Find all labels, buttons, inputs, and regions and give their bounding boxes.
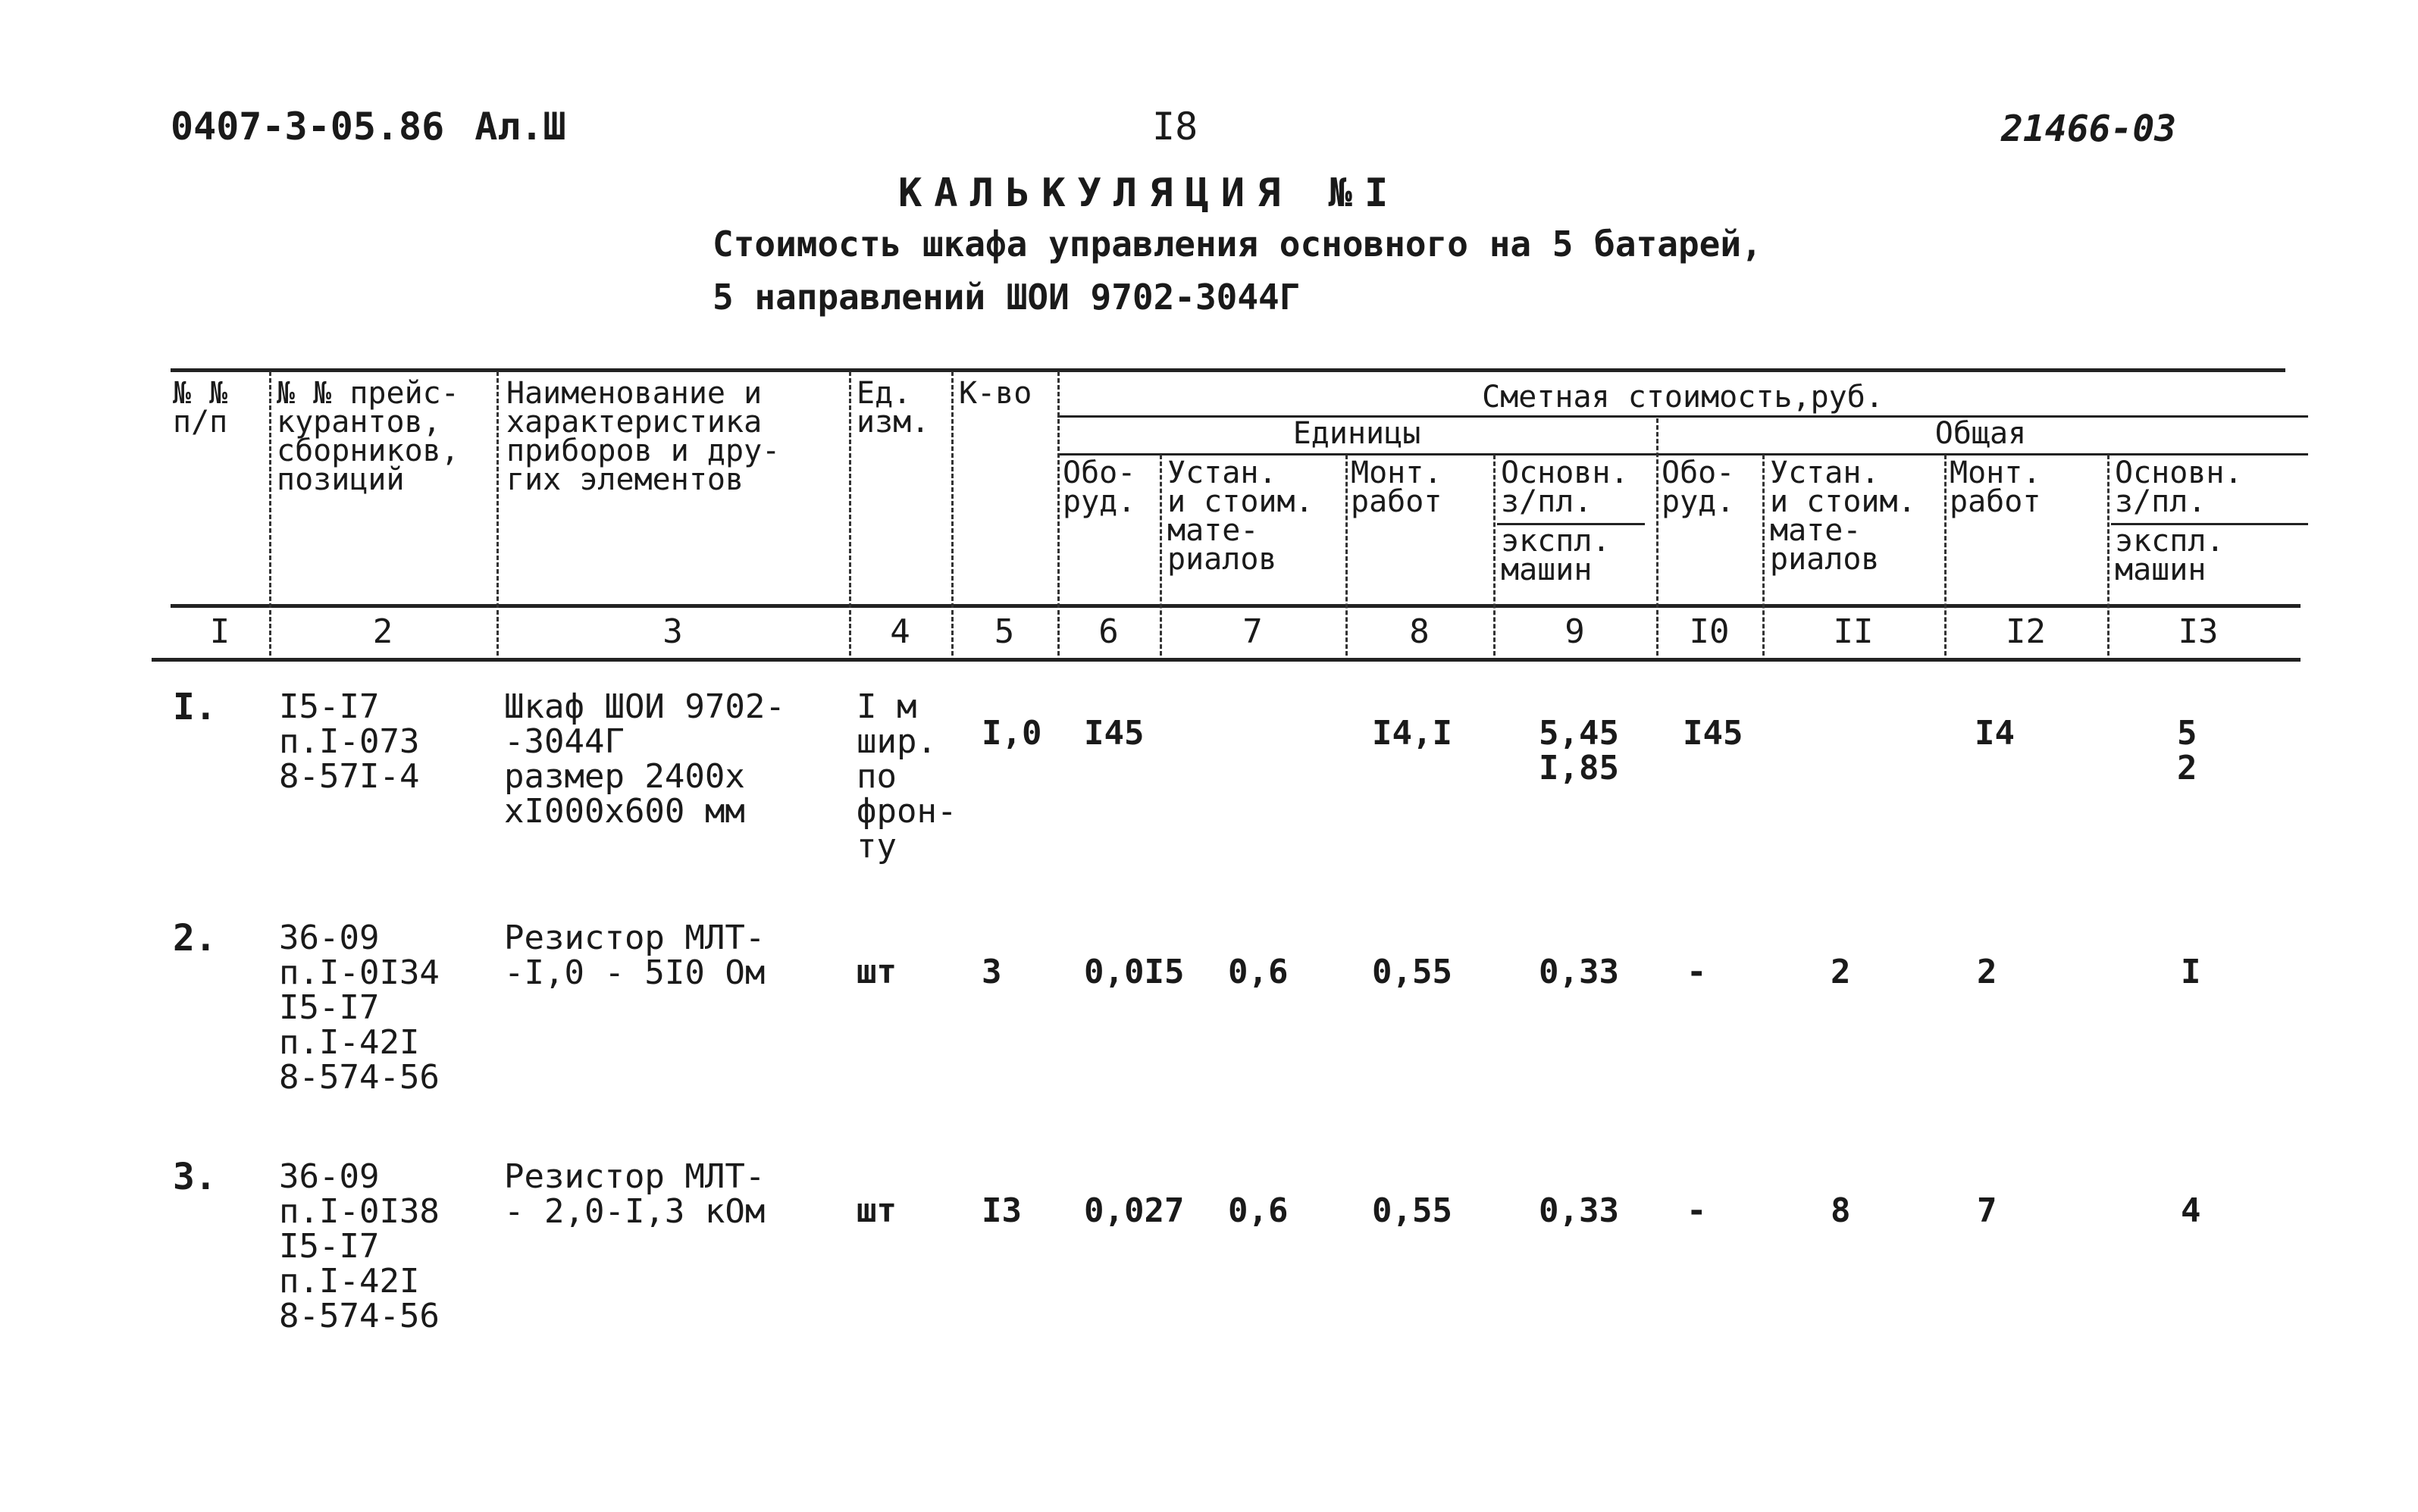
row-name: Шкаф ШОИ 9702- -3044Г размер 2400х хI000х600 мм bbox=[504, 687, 785, 831]
row-qty: I3 bbox=[982, 1191, 1022, 1230]
row-total-mount: I4 bbox=[1975, 714, 2015, 753]
col-header-qty: К-во bbox=[959, 376, 1032, 411]
doc-ref: 0407-3-05.86 bbox=[171, 105, 445, 149]
row-unit-mount: I4,I bbox=[1372, 714, 1452, 753]
row-unit-salary: 0,33 bbox=[1539, 953, 1619, 991]
col-number: II bbox=[1833, 612, 1874, 651]
col-header-equip-total: Обо- руд. bbox=[1662, 455, 1735, 519]
col-header-name: Наименование и характеристика приборов и дру- гих элементов bbox=[506, 376, 781, 497]
col-number: I0 bbox=[1689, 612, 1730, 651]
row-unit-mount: 0,55 bbox=[1372, 953, 1452, 991]
subtitle-line-2: 5 направлений ШОИ 9702-3044Г bbox=[713, 277, 1301, 318]
col-header-unit: Ед. изм. bbox=[857, 376, 930, 440]
col-header-machines-total: экспл. машин bbox=[2115, 524, 2225, 587]
row-unit-salary: 5,45 I,85 bbox=[1539, 714, 1619, 787]
row-total-salary: I bbox=[2181, 953, 2201, 991]
col-number: 6 bbox=[1098, 612, 1119, 651]
row-total-equip: I45 bbox=[1683, 714, 1743, 753]
row-price-ref: 36-09 п.I-0I38 I5-I7 п.I-42I 8-574-56 bbox=[279, 1157, 440, 1335]
col-header-price-ref: № № прейс- курантов, сборников, позиций bbox=[277, 376, 459, 497]
document-code: 21466-03 bbox=[2001, 108, 2177, 150]
row-unit-install: 0,6 bbox=[1228, 953, 1289, 991]
row-unit-equip: 0,027 bbox=[1084, 1191, 1185, 1230]
col-header-salary-total: Основн. з/пл. bbox=[2115, 455, 2243, 519]
row-qty: I,0 bbox=[982, 714, 1042, 753]
row-price-ref: I5-I7 п.I-073 8-57I-4 bbox=[279, 687, 420, 796]
row-number: 3. bbox=[173, 1156, 217, 1198]
row-unit-install: 0,6 bbox=[1228, 1191, 1289, 1230]
header-bottom-rule bbox=[171, 604, 2301, 608]
col-number: I3 bbox=[2178, 612, 2219, 651]
row-qty: 3 bbox=[982, 953, 1002, 991]
col-header-mount-unit: Монт. работ bbox=[1351, 455, 1442, 519]
col-number: 7 bbox=[1242, 612, 1263, 651]
row-price-ref: 36-09 п.I-0I34 I5-I7 п.I-42I 8-574-56 bbox=[279, 919, 440, 1097]
col-header-install-unit: Устан. и стоим. мате- риалов bbox=[1167, 455, 1314, 577]
row-total-salary: 5 2 bbox=[2177, 714, 2197, 787]
row-total-install: 8 bbox=[1831, 1191, 1851, 1230]
row-unit-equip: I45 bbox=[1084, 714, 1145, 753]
col-number: 4 bbox=[890, 612, 910, 651]
page-number: I8 bbox=[1152, 105, 1198, 149]
col-header-estimated-cost: Сметная стоимость,руб. bbox=[1482, 380, 1884, 415]
row-number: 2. bbox=[173, 917, 217, 959]
row-unit: I м шир. по фрон- ту bbox=[857, 687, 957, 866]
row-unit-salary: 0,33 bbox=[1539, 1191, 1619, 1230]
col-header-equip-unit: Обо- руд. bbox=[1063, 455, 1136, 519]
col-header-machines-unit: экспл. машин bbox=[1501, 524, 1611, 587]
group-header-total: Общая bbox=[1934, 416, 2027, 451]
col-header-salary-unit: Основн. з/пл. bbox=[1501, 455, 1629, 519]
col-header-num: № № п/п bbox=[173, 376, 228, 440]
cost-header-rule bbox=[1057, 415, 2308, 418]
row-total-salary: 4 bbox=[2181, 1191, 2201, 1230]
col-number: I bbox=[209, 612, 230, 651]
group-header-unit: Единицы bbox=[1292, 416, 1421, 451]
row-total-mount: 2 bbox=[1977, 953, 1997, 991]
table-top-rule bbox=[171, 368, 2285, 372]
col-header-mount-total: Монт. работ bbox=[1950, 455, 2041, 519]
col-number: I2 bbox=[2006, 612, 2046, 651]
col-number: 9 bbox=[1564, 612, 1585, 651]
row-total-mount: 7 bbox=[1977, 1191, 1997, 1230]
row-unit: шт bbox=[857, 953, 897, 991]
subtitle-line-1: Стоимость шкафа управления основного на 5 батарей, bbox=[713, 224, 1762, 265]
page-title: КАЛЬКУЛЯЦИЯ №I bbox=[898, 171, 1401, 216]
row-unit-mount: 0,55 bbox=[1372, 1191, 1452, 1230]
col-number: 2 bbox=[372, 612, 393, 651]
row-total-equip: - bbox=[1687, 953, 1707, 991]
col-header-install-total: Устан. и стоим. мате- риалов bbox=[1770, 455, 1916, 577]
col-number: 8 bbox=[1409, 612, 1430, 651]
row-total-equip: - bbox=[1687, 1191, 1707, 1230]
col-number: 5 bbox=[994, 612, 1015, 651]
doc-suffix: Ал.Ш bbox=[475, 105, 566, 149]
col-number: 3 bbox=[662, 612, 683, 651]
row-total-install: 2 bbox=[1831, 953, 1851, 991]
row-name: Резистор МЛТ- - 2,0-I,3 кОм bbox=[504, 1157, 766, 1231]
row-unit-equip: 0,0I5 bbox=[1084, 953, 1185, 991]
row-name: Резистор МЛТ- -I,0 - 5I0 Ом bbox=[504, 919, 766, 992]
document-reference bbox=[171, 105, 566, 149]
row-unit: шт bbox=[857, 1191, 897, 1230]
row-number: I. bbox=[173, 686, 217, 728]
colnum-bottom-rule bbox=[152, 658, 2301, 662]
